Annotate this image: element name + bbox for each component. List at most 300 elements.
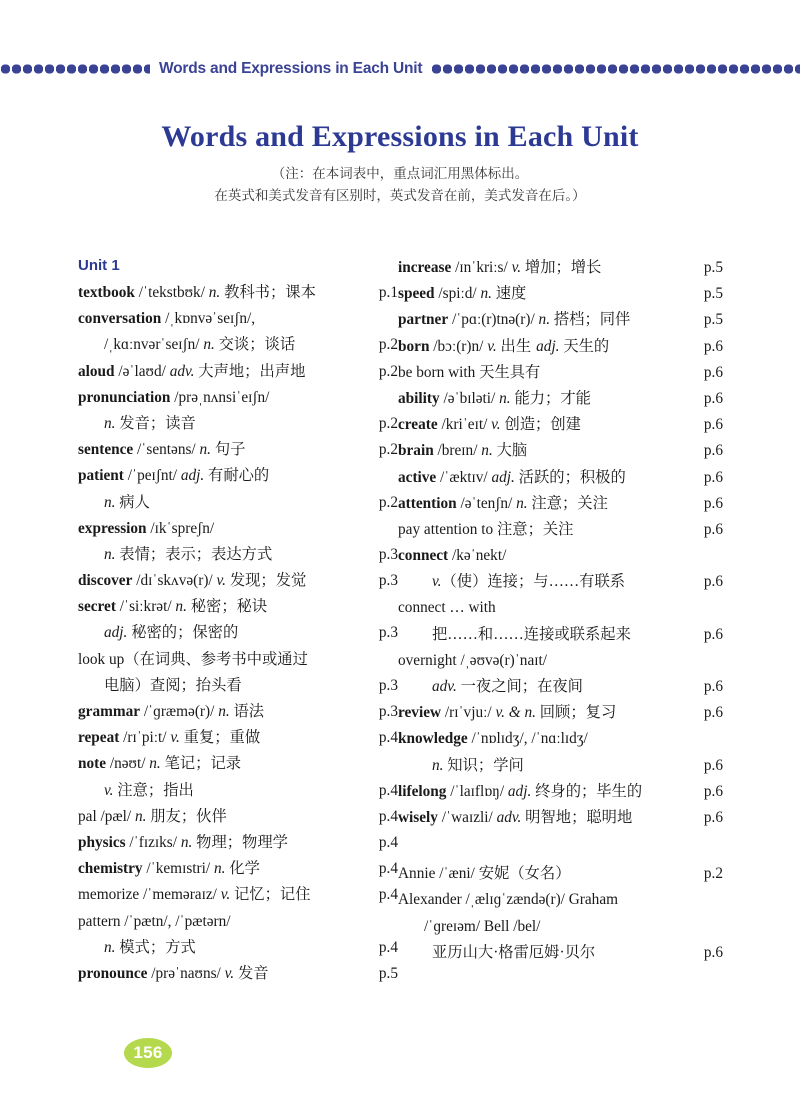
entry-definition: 能力；才能 (510, 389, 591, 407)
word-entry-line (398, 887, 723, 913)
word-entry-text (398, 569, 625, 595)
word-entry-text (78, 830, 288, 856)
entry-phonetic: /nəʊt/ (106, 755, 150, 773)
part-of-speech: n. (516, 494, 528, 512)
headword: partner (398, 311, 449, 329)
entry-phonetic: /ˈkemɪstri/ (142, 860, 214, 878)
entry-phonetic: Annie /ˈæni/ 安妮（女名） (398, 865, 571, 883)
page-reference: p.4 (378, 781, 398, 799)
page-reference: p.2 (378, 414, 398, 432)
word-entry-line (398, 465, 723, 491)
page-reference: p.4 (378, 938, 398, 956)
dot-rule-left (0, 58, 150, 80)
part-of-speech: v. (216, 572, 226, 590)
word-entry-line (78, 751, 398, 777)
word-entry-line (78, 594, 398, 620)
page-reference: p.2 (378, 493, 398, 511)
entry-definition: 回顾；复习 (535, 704, 617, 722)
proper-noun-list (398, 861, 723, 966)
page-reference: p.6 (703, 468, 723, 486)
word-entry-line (398, 334, 723, 360)
entry-definition: 模式；方式 (115, 938, 196, 956)
entry-definition: 重复；重做 (179, 729, 261, 747)
word-entry-text (398, 887, 618, 913)
dot-rule-right (431, 58, 800, 80)
headword: ability (398, 389, 440, 407)
word-entry-text (398, 726, 588, 752)
word-entry-text (78, 725, 260, 751)
word-entry-text (398, 861, 571, 887)
headword: knowledge (398, 730, 468, 748)
headword: conversation (78, 310, 162, 328)
entry-definition: 电脑）查阅；抬头看 (104, 676, 242, 694)
part-of-speech: n. (499, 389, 511, 407)
headword: connect (398, 547, 449, 565)
entry-definition: 记忆；记住 (230, 886, 311, 904)
part-of-speech: v. & n. (495, 704, 536, 722)
word-entry-line (398, 779, 723, 805)
page-reference: p.6 (703, 442, 723, 460)
entry-phonetic: /prəˈnaʊns/ (147, 964, 225, 982)
word-entry-text (398, 700, 616, 726)
word-entry-line (78, 542, 398, 568)
entry-phonetic: /əˈtenʃn/ (456, 494, 517, 512)
word-entry-text (78, 673, 242, 699)
page-reference: p.4 (378, 860, 398, 878)
word-entry-line (78, 620, 398, 646)
word-entry-text (398, 648, 547, 674)
page-reference: p.3 (378, 676, 398, 694)
word-entry-text (78, 332, 295, 358)
entry-phonetic: /əˈbɪləti/ (439, 389, 500, 407)
entry-definition: 出生 (496, 337, 532, 355)
headword: increase (398, 259, 452, 276)
page-reference: p.5 (378, 964, 398, 982)
entry-definition: 病人 (115, 493, 150, 511)
page-reference: p.6 (703, 416, 723, 434)
entry-definition: 句子 (211, 441, 246, 459)
page-reference: p.6 (703, 678, 723, 695)
word-entry-text (398, 940, 595, 966)
word-entry-text (78, 935, 196, 961)
word-entry-line (78, 490, 398, 516)
part-of-speech: adj. (180, 467, 205, 485)
word-entry-text (78, 647, 308, 673)
part-of-speech: v. (511, 259, 522, 276)
word-entry-line (78, 673, 398, 699)
entry-definition: 笔记；记录 (160, 755, 242, 773)
word-entry-text (78, 856, 260, 882)
entry-phonetic: Alexander /ˌælɪɡˈzændə(r)/ Graham (398, 891, 619, 909)
word-entry-text (78, 778, 194, 804)
part-of-speech: n. (180, 833, 193, 851)
entry-phonetic: /breɪn/ (433, 442, 482, 460)
entry-definition: 语法 (229, 703, 265, 720)
page-reference: p.6 (703, 808, 723, 826)
entry-phonetic: /rɪˈvjuː/ (441, 704, 496, 722)
entry-phonetic: /ˈtekstbʊk/ (134, 284, 209, 301)
entry-definition: 发音 (234, 964, 269, 982)
page-reference: p.3 (378, 572, 398, 590)
part-of-speech: n. (203, 336, 215, 354)
entry-phonetic: /ˈsiːkrət/ (115, 598, 176, 616)
word-entry-line (78, 882, 398, 908)
page-reference: p.6 (703, 704, 723, 722)
word-entry-line (398, 595, 723, 621)
page-reference: p.2 (378, 441, 398, 459)
part-of-speech: v. (487, 337, 497, 355)
word-entry-line (398, 491, 723, 517)
headword: born (398, 337, 430, 355)
word-entry-line (78, 725, 398, 751)
page-reference: p.6 (703, 943, 723, 961)
entry-definition-secondary: 天生的 (559, 337, 610, 355)
entry-definition: 速度 (491, 285, 527, 303)
word-entry-line (398, 674, 723, 700)
part-of-speech: adj. (507, 782, 532, 800)
part-of-speech: v. (170, 729, 180, 747)
entry-definition: 大声地；出声地 (194, 362, 306, 380)
entry-definition: 大脑 (492, 442, 528, 460)
word-entry-line (78, 961, 398, 987)
headword: physics (78, 833, 126, 851)
page-reference: p.4 (378, 833, 398, 851)
word-entry-text (398, 281, 526, 307)
word-entry-text (398, 438, 527, 464)
word-entry-line (78, 359, 398, 385)
part-of-speech: n. (104, 414, 116, 432)
part-of-speech: n. (104, 938, 116, 956)
entry-definition: 搭档；同伴 (550, 311, 631, 329)
word-entry-line (78, 778, 398, 804)
word-entry-line (398, 307, 723, 333)
entry-definition: 增加；增长 (521, 259, 602, 276)
word-entry-line (398, 281, 723, 307)
word-entry-text (398, 674, 583, 700)
entry-phonetic: be born with 天生具有 (398, 363, 541, 381)
page-reference: p.3 (378, 545, 398, 563)
part-of-speech: v. (491, 416, 501, 434)
word-entry-text (78, 542, 272, 568)
word-entry-line (78, 935, 398, 961)
word-entry-text (398, 255, 601, 281)
entry-phonetic: /ɪkˈspreʃn/ (146, 519, 215, 537)
part-of-speech: adj. (491, 468, 515, 486)
word-entry-line (78, 699, 398, 725)
entry-phonetic: /ˈsentəns/ (133, 441, 200, 459)
part-of-speech: n. (149, 755, 161, 773)
entry-phonetic: memorize /ˈmeməraɪz/ (78, 886, 221, 904)
page-reference: p.6 (703, 520, 723, 538)
headword: brain (398, 442, 434, 460)
word-entry-text (398, 914, 540, 940)
entry-definition: 创造；创建 (500, 416, 581, 434)
word-entry-text (398, 595, 496, 621)
page-reference: p.6 (703, 782, 723, 800)
word-entry-text (398, 622, 631, 648)
part-of-speech: n. (218, 703, 230, 720)
part-of-speech: v. (432, 573, 442, 591)
word-entry-text (78, 568, 306, 594)
headword: pronounce (78, 964, 148, 982)
word-entry-text (78, 385, 269, 411)
part-of-speech: n. (432, 756, 444, 774)
word-entry-line (398, 700, 723, 726)
headword: secret (78, 598, 116, 616)
headword: textbook (78, 284, 135, 301)
headword: active (398, 468, 437, 486)
word-entry-text (78, 437, 245, 463)
word-entry-line (78, 568, 398, 594)
running-head (0, 58, 800, 80)
word-entry-text (78, 804, 227, 830)
word-entry-line (398, 940, 723, 966)
entry-phonetic: connect … with (398, 599, 496, 617)
headword: attention (398, 494, 457, 512)
part-of-speech: v. (220, 886, 231, 904)
word-entry-text (398, 805, 632, 831)
page-reference: p.6 (703, 756, 723, 774)
entry-definition: 朋友；伙伴 (146, 807, 227, 825)
entry-definition: （使）连接；与……有联系 (441, 573, 626, 591)
word-entry-text (78, 490, 150, 516)
word-entry-text (78, 620, 238, 646)
page-reference: p.5 (703, 285, 723, 303)
unit-heading: Unit 1 (78, 257, 120, 274)
headword: discover (78, 572, 133, 590)
word-entry-line (78, 306, 398, 332)
entry-phonetic: /ɪnˈkriːs/ (451, 259, 512, 276)
word-entry-line (398, 517, 723, 543)
note-line-1: （注：在本词表中，重点词汇用黑体标出。 (271, 166, 529, 181)
word-entry-line (398, 543, 723, 569)
word-entry-line (398, 569, 723, 595)
part-of-speech: n. (538, 311, 551, 329)
word-entry-line (78, 804, 398, 830)
word-entry-text (78, 280, 316, 306)
part-of-speech: n. (104, 493, 116, 511)
word-entry-line (78, 647, 398, 673)
part-of-speech: adv. (432, 678, 457, 695)
page-reference: p.2 (703, 865, 723, 883)
entry-phonetic: pay attention to 注意；关注 (398, 520, 574, 538)
entry-definition: 表情；表示；表达方式 (115, 545, 273, 563)
part-of-speech: v. (104, 781, 114, 799)
entry-definition: 发音；读音 (115, 414, 196, 432)
headword: chemistry (78, 860, 143, 878)
headword: lifelong (398, 782, 447, 800)
word-entry-text (398, 386, 591, 412)
part-of-speech: n. (104, 545, 116, 563)
entry-phonetic: /bɔː(r)n/ (429, 337, 488, 355)
word-entry-text (398, 491, 608, 517)
page-number-badge (124, 1038, 172, 1068)
entry-definition: 注意；关注 (527, 494, 608, 512)
word-entry-text (398, 307, 630, 333)
entry-definition: 秘密的；保密的 (127, 624, 239, 642)
word-entry-text (78, 516, 214, 542)
headword: repeat (78, 729, 120, 747)
part-of-speech: n. (481, 442, 493, 460)
word-entry-line (78, 332, 398, 358)
word-entry-text (398, 543, 506, 569)
part-of-speech: n. (208, 284, 221, 301)
page-reference: p.2 (378, 362, 398, 380)
entry-phonetic: look up（在词典、参考书中或通过 (78, 650, 308, 668)
word-entry-text (78, 359, 305, 385)
entry-phonetic: /ˈpeɪʃnt/ (123, 467, 181, 485)
part-of-speech: v. (224, 964, 235, 982)
word-column-right (398, 255, 723, 966)
entry-phonetic: /əˈlaʊd/ (114, 362, 170, 380)
word-entry-text (78, 463, 269, 489)
entry-definition: 终身的；毕生的 (531, 782, 643, 800)
entry-definition: 秘密；秘诀 (186, 598, 268, 616)
word-entry-text (398, 753, 524, 779)
word-entry-text (78, 594, 267, 620)
page-reference: p.4 (378, 886, 398, 904)
headword: create (398, 416, 438, 434)
entry-definition: 化学 (225, 860, 260, 878)
entry-definition: 注意；指出 (113, 781, 194, 799)
word-entry-text (78, 909, 231, 935)
word-entry-line (78, 830, 398, 856)
entry-definition: 交谈；谈话 (214, 336, 296, 354)
part-of-speech: adv. (169, 362, 195, 380)
word-entry-text (78, 411, 196, 437)
word-entry-line (78, 411, 398, 437)
word-entry-line (78, 280, 398, 306)
word-entry-line (78, 437, 398, 463)
headword: expression (78, 519, 147, 537)
word-column-left (78, 255, 398, 987)
headword: sentence (78, 441, 134, 459)
word-entry-line (398, 726, 723, 752)
word-entry-text (78, 751, 241, 777)
entry-phonetic: /kriˈeɪt/ (437, 416, 492, 434)
entry-definition: 把……和……连接或联系起来 (432, 625, 631, 643)
word-entry-text (78, 882, 311, 908)
page-reference: p.5 (703, 311, 723, 329)
word-entry-text (398, 779, 642, 805)
part-of-speech: n. (175, 598, 187, 616)
entry-phonetic: /spiːd/ (434, 285, 481, 303)
word-entry-text (78, 699, 264, 725)
headword: grammar (78, 703, 141, 720)
running-head-title: Words and Expressions in Each Unit (159, 60, 423, 77)
entry-definition: 明智地；聪明地 (521, 808, 633, 826)
word-entry-line (78, 463, 398, 489)
entry-phonetic: /ˈnɒlɪdʒ/, /ˈnɑːlɪdʒ/ (467, 730, 588, 748)
page-reference: p.2 (378, 336, 398, 354)
word-entry-text (398, 334, 609, 360)
entry-phonetic: /ˈæktɪv/ (436, 468, 492, 486)
page-reference: p.5 (703, 259, 723, 276)
entry-definition: 有耐心的 (204, 467, 270, 485)
page-reference: p.6 (703, 625, 723, 643)
entry-phonetic: /ˈfɪzɪks/ (125, 833, 181, 851)
word-entry-line (398, 861, 723, 887)
entry-definition: 知识；学问 (443, 756, 524, 774)
entry-definition: 一夜之间；在夜间 (456, 678, 583, 695)
page-reference: p.6 (703, 363, 723, 381)
part-of-speech: n. (213, 860, 226, 878)
entry-phonetic: /ˈɡræmə(r)/ (140, 703, 219, 720)
headword: wisely (398, 808, 438, 826)
word-entry-line (78, 516, 398, 542)
entry-phonetic: /prəˌnʌnsiˈeɪʃn/ (170, 388, 270, 406)
entry-phonetic: /dɪˈskʌvə(r)/ (132, 572, 217, 590)
headword: patient (78, 467, 124, 485)
word-entry-line (398, 255, 723, 281)
entry-phonetic: /ˌkɑːnvərˈseɪʃn/ (104, 336, 204, 354)
entry-definition: 物理；物理学 (192, 833, 288, 851)
word-entry-line (398, 914, 723, 940)
headword: note (78, 755, 107, 773)
page-reference: p.6 (703, 494, 723, 512)
word-entry-text (78, 306, 255, 332)
word-entry-line (78, 909, 398, 935)
word-entry-line (398, 805, 723, 831)
headword: review (398, 704, 442, 722)
column-block-gap (398, 831, 723, 861)
headword: aloud (78, 362, 115, 380)
part-of-speech: adv. (496, 808, 522, 826)
entry-definition: 亚历山大·格雷厄姆·贝尔 (432, 943, 596, 961)
page-number-text: 156 (133, 1043, 163, 1062)
note-line-2: 在英式和美式发音有区别时，英式发音在前，美式发音在后。） (214, 188, 586, 203)
word-entry-line (78, 856, 398, 882)
part-of-speech-secondary: adj. (536, 337, 560, 355)
entry-definition: 活跃的；积极的 (514, 468, 626, 486)
entry-phonetic: pattern /ˈpætn/, /ˈpætərn/ (78, 912, 231, 930)
part-of-speech: adj. (104, 624, 128, 642)
entry-phonetic: pal /pæl/ (78, 807, 135, 825)
word-entry-text (398, 360, 540, 386)
word-entry-text (398, 517, 573, 543)
page-reference: p.4 (378, 729, 398, 747)
entry-phonetic: /ˈlaɪflɒŋ/ (446, 782, 508, 800)
headword: pronunciation (78, 388, 171, 406)
word-entry-line (398, 386, 723, 412)
word-entry-line (398, 622, 723, 648)
word-entry-line (398, 753, 723, 779)
page-title: Words and Expressions in Each Unit (161, 120, 639, 153)
entry-phonetic: /ˈɡreɪəm/ Bell /bel/ (424, 917, 541, 935)
page-reference: p.3 (378, 624, 398, 642)
word-entry-line (398, 360, 723, 386)
page-reference: p.6 (703, 389, 723, 407)
entry-definition: 教科书；课本 (220, 284, 316, 301)
part-of-speech: n. (480, 285, 492, 303)
word-entry-text (78, 961, 269, 987)
part-of-speech: n. (199, 441, 211, 459)
headword: speed (398, 285, 435, 303)
page-reference: p.4 (378, 807, 398, 825)
page-reference: p.6 (703, 337, 723, 355)
entry-phonetic: /ˌkɒnvəˈseɪʃn/, (161, 310, 256, 328)
note-block (0, 163, 800, 207)
part-of-speech: n. (134, 807, 147, 825)
word-entry-line (398, 438, 723, 464)
entry-phonetic: /rɪˈpiːt/ (119, 729, 171, 747)
entry-phonetic: /kəˈnekt/ (448, 547, 507, 565)
word-entry-text (398, 465, 626, 491)
entry-phonetic: overnight /ˌəʊvə(r)ˈnaɪt/ (398, 651, 547, 669)
word-entry-line (398, 412, 723, 438)
word-entry-line (78, 385, 398, 411)
word-entry-line (398, 648, 723, 674)
